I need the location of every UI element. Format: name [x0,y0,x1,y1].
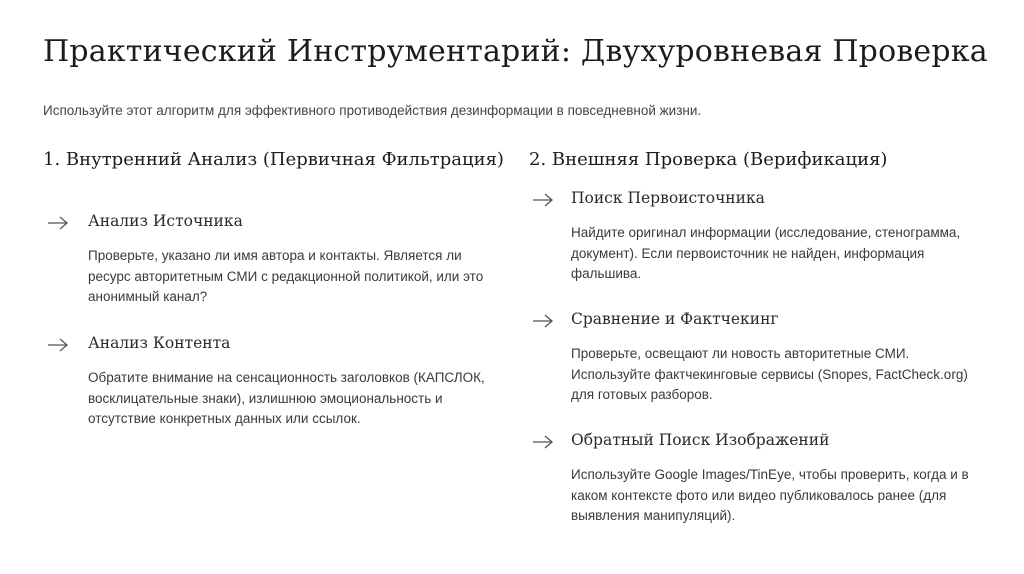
arrow-right-icon [47,216,69,230]
arrow-right-icon [532,193,554,207]
item-description: Проверьте, указано ли имя автора и контакты. Является ли ресурс авторитетным СМИ с редакционной политикой, или это анонимный канал? [88,248,484,304]
item-description: Используйте Google Images/TinEye, чтобы проверить, когда и в каком контексте фото или видео публиковалось ранее (для выявления манипуляций). [571,467,969,523]
item-title: Поиск Первоисточника [571,189,765,207]
arrow-right-icon [47,338,69,352]
page-subtitle: Используйте этот алгоритм для эффективного противодействия дезинформации в повседневной жизни. [43,103,702,118]
item-title: Анализ Контента [88,334,231,352]
column-heading-external: 2. Внешняя Проверка (Верификация) [529,149,888,170]
item-description: Проверьте, освещают ли новость авторитетные СМИ. Используйте фактчекинговые сервисы (Snopes, FactCheck.org) для готовых разборов. [571,346,968,402]
item-title: Сравнение и Фактчекинг [571,310,779,328]
arrow-right-icon [532,435,554,449]
arrow-right-icon [532,314,554,328]
item-title: Анализ Источника [88,212,243,230]
item-description: Обратите внимание на сенсационность заголовков (КАПСЛОК, восклицательные знаки), излишнюю эмоциональность и отсутствие конкретных данных или ссылок. [88,370,485,426]
item-description: Найдите оригинал информации (исследование, стенограмма, документ). Если первоисточник не найден, информация фальшива. [571,225,961,281]
page-title: Практический Инструментарий: Двухуровневая Проверка [43,34,988,69]
item-title: Обратный Поиск Изображений [571,431,830,449]
column-heading-internal: 1. Внутренний Анализ (Первичная Фильтрация) [43,149,504,170]
